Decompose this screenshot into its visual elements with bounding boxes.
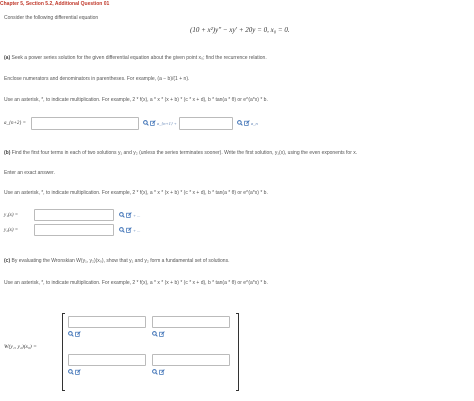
y1-tail: + ...	[133, 212, 141, 218]
recurrence-mid-label: a_{n+1} +	[157, 120, 177, 126]
search-icon[interactable]	[152, 331, 158, 337]
edit-icon[interactable]	[244, 120, 250, 126]
y2-label: y₂(x) =	[4, 228, 19, 233]
search-icon[interactable]	[119, 212, 125, 218]
recurrence-input-2[interactable]	[179, 117, 233, 130]
intro-text: Consider the following differential equation	[4, 15, 99, 21]
edit-icon[interactable]	[159, 331, 165, 337]
part-a-label: (a)	[4, 55, 11, 61]
part-a-instruction	[4, 55, 267, 61]
y1-input[interactable]	[34, 209, 114, 221]
part-b-text: Find the first four terms in each of two solutions y₁ and y₂ (unless the series terminates sooner). Write the first solution, y₁(x), using the even exponents for x.	[11, 150, 358, 156]
cell-22-tools	[152, 369, 165, 375]
matrix-left-bracket	[62, 313, 65, 391]
part-b-label: (b)	[4, 150, 11, 156]
recurrence-tools-1	[143, 120, 177, 126]
exact-note: Enter an exact answer.	[4, 170, 55, 176]
part-a-text: Seek a power series solution for the given differential equation about the given point x₀; find the recurrence relation.	[11, 55, 267, 61]
search-icon[interactable]	[237, 120, 243, 126]
search-icon[interactable]	[119, 227, 125, 233]
y2-input[interactable]	[34, 224, 114, 236]
edit-icon[interactable]	[159, 369, 165, 375]
wronskian-cell-11[interactable]	[68, 316, 146, 328]
part-c-text: By evaluating the Wronskian W(y₁, y₂)(x₀), show that y₁ and y₂ form a fundamental set of solutions.	[11, 258, 230, 264]
y1-tools	[119, 212, 141, 218]
edit-icon[interactable]	[75, 369, 81, 375]
recurrence-tail-label: a_n	[251, 120, 258, 126]
asterisk-note-c: Use an asterisk, *, to indicate multiplication. For example, 2 * f(x), a * x * (x + b) * (c * x + d), b * tan(a * θ) or e^(a*x) * b.	[4, 280, 268, 286]
part-b-instruction	[4, 150, 357, 156]
matrix-right-bracket	[236, 313, 239, 391]
y1-label: y₁(x) =	[4, 213, 19, 218]
enclose-note: Enclose numerators and denominators in parentheses. For example, (a − b)/(1 + n).	[4, 76, 190, 82]
edit-icon[interactable]	[126, 212, 132, 218]
asterisk-note-b: Use an asterisk, *, to indicate multiplication. For example, 2 * f(x), a * x * (x + b) * (c * x + d), b * tan(a * θ) or e^(a*x) * b.	[4, 190, 268, 196]
search-icon[interactable]	[143, 120, 149, 126]
cell-12-tools	[152, 331, 165, 337]
part-c-label: (c)	[4, 258, 11, 264]
differential-equation: (10 + x²)y″ − xy′ + 20y = 0, x₀ = 0.	[190, 26, 290, 34]
edit-icon[interactable]	[75, 331, 81, 337]
search-icon[interactable]	[68, 331, 74, 337]
edit-icon[interactable]	[150, 120, 156, 126]
cell-21-tools	[68, 369, 81, 375]
search-icon[interactable]	[68, 369, 74, 375]
edit-icon[interactable]	[126, 227, 132, 233]
wronskian-cell-22[interactable]	[152, 354, 230, 366]
y2-tools	[119, 227, 141, 233]
search-icon[interactable]	[152, 369, 158, 375]
page-title: Chapter 5, Section 5.2, Additional Question 01	[0, 1, 110, 7]
wronskian-cell-21[interactable]	[68, 354, 146, 366]
wronskian-label: W(y₁, y₂)(x₀) =	[4, 344, 37, 350]
recurrence-tools-2	[237, 120, 258, 126]
cell-11-tools	[68, 331, 81, 337]
recurrence-input-1[interactable]	[31, 117, 139, 130]
asterisk-note-a: Use an asterisk, *, to indicate multiplication. For example, 2 * f(x), a * x * (x + b) * (c * x + d), b * tan(a * θ) or e^(a*x) * b.	[4, 97, 268, 103]
wronskian-cell-12[interactable]	[152, 316, 230, 328]
recurrence-lhs-label: a_{n+2} =	[4, 121, 26, 126]
y2-tail: + ...	[133, 227, 141, 233]
part-c-instruction	[4, 258, 229, 264]
